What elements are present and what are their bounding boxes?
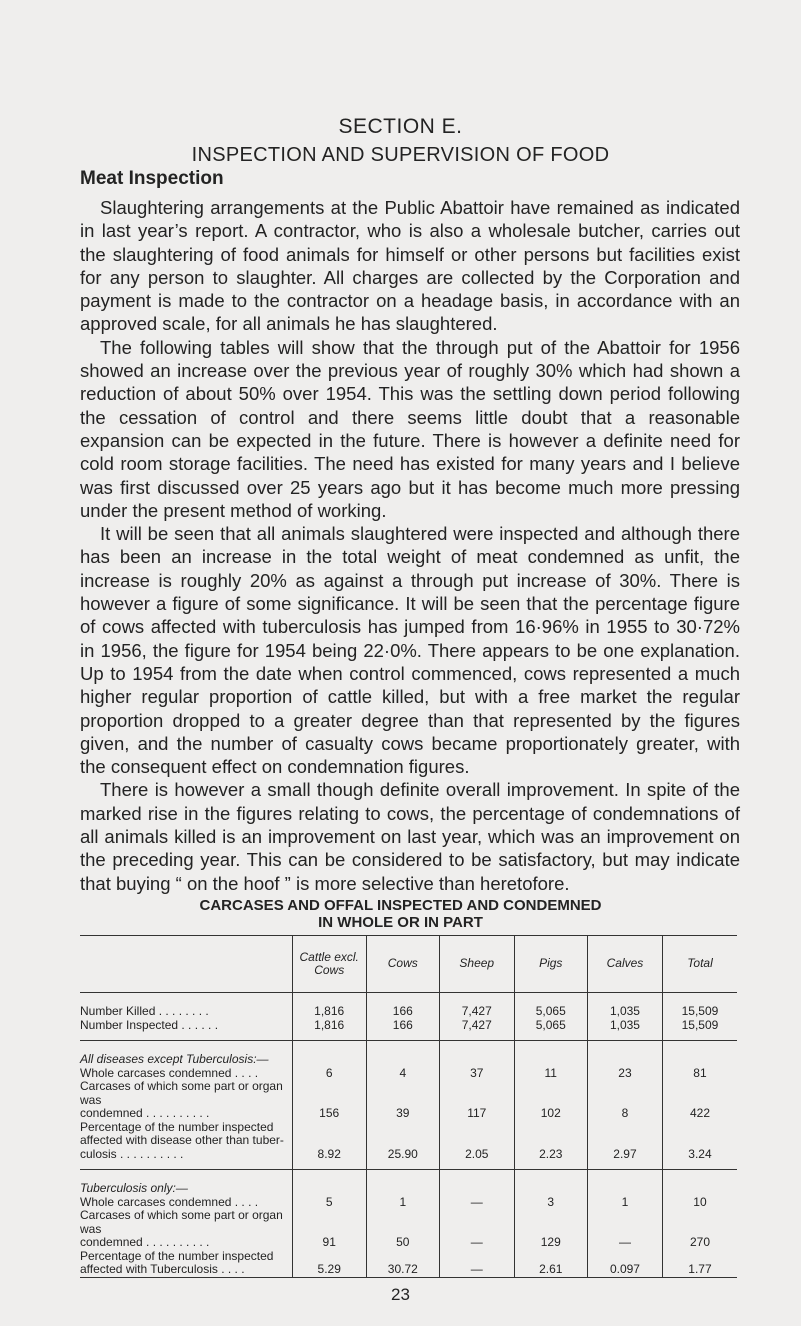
spacer-cell [440,1041,515,1054]
table-spacer [80,1161,737,1170]
spacer-cell [366,1032,439,1041]
row-value [440,1250,515,1278]
value-text: 50 [396,1235,410,1249]
table-spacer [80,1032,737,1041]
row-value [514,1067,587,1081]
row-label: Number Inspected . . . . . . [80,1017,219,1032]
value-text: 23 [618,1065,632,1080]
value-text: 7,427 [461,1017,492,1032]
header-blank [80,936,292,993]
value-text: 1 [621,1194,629,1209]
empty-cell [440,1182,515,1196]
value-text: 37 [470,1065,484,1080]
spacer-cell [292,1041,366,1054]
row-value [587,1067,662,1081]
row-value [366,1080,439,1121]
value-text: 102 [540,1106,561,1120]
value-text: 1 [399,1194,407,1209]
table-row [80,1005,737,1019]
row-value [514,1209,587,1250]
table-group-title: Tuberculosis only:— [80,1181,188,1195]
value-text: 39 [396,1106,410,1120]
row-label-line: affected with Tuberculosis . . . . [80,1262,245,1276]
subheading-meat-inspection: Meat Inspection [80,168,224,189]
spacer-cell [80,1032,292,1041]
spacer-cell [662,1161,737,1170]
row-label-line: condemned . . . . . . . . . . [80,1235,210,1249]
table-row [80,1019,737,1033]
row-value [662,1121,737,1162]
row-label-line: affected with disease other than tuber- [80,1133,284,1147]
table-row [80,1196,737,1210]
value-text: 0.097 [609,1262,640,1276]
row-value [514,1019,587,1033]
table-title [0,897,801,931]
value-text: 15,509 [681,1004,719,1018]
value-text: 4 [399,1065,407,1080]
spacer-cell [662,1170,737,1183]
row-value [440,1005,515,1019]
value-text: 5 [325,1194,333,1209]
value-text: 91 [322,1235,336,1249]
header-cattle: Cattle excl. Cows [292,936,366,993]
value-text: 3.24 [688,1146,712,1161]
spacer-cell [440,1032,515,1041]
value-text: 422 [689,1106,710,1120]
row-value [366,1005,439,1019]
row-value [514,1196,587,1210]
spacer-cell [587,1161,662,1170]
row-value [292,1209,366,1250]
value-text: 1,035 [609,1004,640,1018]
spacer-cell [514,1161,587,1170]
header-cows: Cows [366,936,439,993]
value-text: 11 [544,1065,557,1080]
row-label-line: Carcases of which some part or organ was [80,1208,283,1236]
row-value [662,1019,737,1033]
value-text: 2.05 [465,1146,489,1161]
row-label [80,1209,292,1250]
row-label: Number Killed . . . . . . . . [80,1004,209,1018]
value-text: 166 [392,1004,413,1018]
value-text: 10 [693,1194,707,1209]
table-row [80,1067,737,1081]
row-label [80,1080,292,1121]
page-title: INSPECTION AND SUPERVISION OF FOOD [191,144,610,166]
header-pigs: Pigs [514,936,587,993]
row-value [587,1121,662,1162]
row-value [292,1005,366,1019]
row-label-line: Whole carcases condemned . . . . [80,1065,259,1080]
page-number: 23 [391,1285,410,1304]
value-text: 5,065 [535,1017,566,1032]
empty-cell [292,1053,366,1067]
spacer-cell [292,1161,366,1170]
row-value [292,1019,366,1033]
table-row [80,1080,737,1121]
spacer-cell [662,1041,737,1054]
table-group-title-row [80,1182,737,1196]
row-value [662,1080,737,1121]
row-value [292,1196,366,1210]
row-value [514,1250,587,1278]
value-text: 2.61 [539,1262,563,1276]
row-value [587,1250,662,1278]
spacer-cell [80,1161,292,1170]
value-text: 166 [392,1017,413,1032]
value-text: 30.72 [387,1262,418,1276]
spacer-cell [514,1032,587,1041]
row-label-line: culosis . . . . . . . . . . [80,1146,184,1161]
body-text [80,196,740,895]
inspection-table [80,935,737,1278]
row-value [514,1121,587,1162]
row-label-line: Percentage of the number inspected [80,1119,274,1134]
value-text: 1,816 [314,1004,345,1018]
section-title: SECTION E. [338,115,463,138]
paragraph: There is however a small though definite overall improvement. In spite of the marked rise in the figures relating to cows, the percentage of condemnations of all animals killed is an improvement on last year, which was an improvement on the preceding year. This can be considered to be satisfactory, but may indicate that buying “ on the hoof ” is more selective than heretofore. [80,779,740,894]
spacer-cell [587,1032,662,1041]
table-row [80,1250,737,1278]
row-value [366,1121,439,1162]
empty-cell [366,1182,439,1196]
row-value [587,1080,662,1121]
row-value [366,1196,439,1210]
empty-cell [587,1182,662,1196]
value-text: — [470,1194,483,1209]
value-text: 270 [689,1235,710,1249]
value-text: 3 [547,1194,555,1209]
header-calves: Calves [587,936,662,993]
empty-cell [662,1053,737,1067]
value-text: 1,035 [609,1017,640,1032]
empty-cell [366,1053,439,1067]
value-text: 156 [319,1106,340,1120]
value-text: — [470,1262,483,1276]
row-value [292,1067,366,1081]
row-value [587,1209,662,1250]
table-title-line-1: CARCASES AND OFFAL INSPECTED AND CONDEMNED [199,897,602,914]
value-text: 117 [467,1106,487,1120]
row-value [440,1196,515,1210]
empty-cell [587,1053,662,1067]
spacer-cell [292,1170,366,1183]
spacer-cell [440,1170,515,1183]
row-label-line: condemned . . . . . . . . . . [80,1106,210,1120]
row-value [292,1250,366,1278]
row-value [587,1005,662,1019]
value-text: 129 [540,1235,561,1249]
row-value [440,1121,515,1162]
value-text: 2.23 [539,1146,563,1161]
row-value [440,1080,515,1121]
row-label [80,1196,292,1210]
value-text: — [618,1235,631,1249]
empty-cell [514,1182,587,1196]
row-value [366,1250,439,1278]
value-text: 1.77 [688,1262,712,1276]
row-label-line: Whole carcases condemned . . . . [80,1194,259,1209]
spacer-cell [292,1032,366,1041]
row-value [662,1209,737,1250]
row-value [662,1196,737,1210]
table-header-row [80,936,737,993]
empty-cell [440,1053,515,1067]
row-value [514,1005,587,1019]
spacer-cell [587,1170,662,1183]
row-value [366,1019,439,1033]
table-body [80,993,737,1278]
value-text: 15,509 [681,1017,719,1032]
row-value [662,1005,737,1019]
table-group-title-row [80,1053,737,1067]
value-text: — [470,1235,483,1249]
row-label [80,1250,292,1278]
empty-cell [514,1053,587,1067]
paragraph: It will be seen that all animals slaughtered were inspected and although there has been an increase in the total weight of meat condemned as unfit, the increase is roughly 20% as against a through put increase of 30%. There is however a figure of some significance. It will be seen that the percentage figure of cows affected with tuberculosis has jumped from 16·96% in 1955 to 30·72% in 1956, the figure for 1954 being 22·0%. There appears to be one explanation. Up to 1954 from the date when control commenced, cows represented a much higher regular proportion of cattle killed, but with a free market the regular proportion dropped to a greater degree than that represented by the figures given, and the number of casualty cows became proportionately greater, with the consequent effect on condemnation figures. [80,523,740,778]
row-value [366,1209,439,1250]
table-group-title: All diseases except Tuberculosis:— [80,1052,269,1066]
value-text: 1,816 [314,1017,345,1032]
header-sheep: Sheep [440,936,515,993]
spacer-cell [662,1032,737,1041]
empty-cell [292,1182,366,1196]
header-total: Total [662,936,737,993]
table-row [80,1121,737,1162]
value-text: 5.29 [317,1262,341,1276]
row-value [366,1067,439,1081]
row-value [662,1067,737,1081]
spacer-cell [514,1041,587,1054]
empty-cell [662,1182,737,1196]
paragraph: The following tables will show that the through put of the Abattoir for 1956 showed an increase over the previous year of roughly 30% which had shown a reduction of about 50% over 1954. This was the settling down period following the cessation of control and there seems little doubt that a reasonable expansion can be expected in the future. There is however a definite need for cold room storage facilities. The need has existed for many years and I believe was first discussed over 25 years ago but it has become much more pressing under the present method of working. [80,336,740,521]
value-text: 2.97 [613,1146,637,1161]
value-text: 25.90 [387,1146,418,1161]
spacer-cell [366,1170,439,1183]
row-label [80,1067,292,1081]
row-value [440,1209,515,1250]
table-row [80,1209,737,1250]
row-value [292,1121,366,1162]
spacer-cell [440,1161,515,1170]
value-text: 8 [621,1106,629,1120]
row-value [587,1196,662,1210]
row-label [80,1121,292,1162]
row-value [440,1019,515,1033]
row-label-line: Percentage of the number inspected [80,1248,274,1263]
row-value [514,1080,587,1121]
value-text: 7,427 [461,1004,492,1018]
spacer-cell [587,1041,662,1054]
spacer-cell [514,1170,587,1183]
row-value [662,1250,737,1278]
value-text: 5,065 [535,1004,566,1018]
spacer-cell [366,1161,439,1170]
row-value [292,1080,366,1121]
paragraph: Slaughtering arrangements at the Public Abattoir have remained as indicated in last year’s report. A contractor, who is also a wholesale butcher, carries out the slaughtering of food animals for himself or other persons but facilities exist for any person to slaughter. All charges are collected by the Corporation and payment is made to the contractor on a headage basis, in accordance with an approved scale, for all animals he has slaughtered. [80,197,740,335]
value-text: 81 [693,1065,707,1080]
row-value [440,1067,515,1081]
spacer-cell [366,1041,439,1054]
row-value [587,1019,662,1033]
value-text: 8.92 [317,1146,341,1161]
value-text: 6 [325,1065,333,1080]
table-title-line-2: IN WHOLE OR IN PART [318,914,483,931]
row-label-line: Carcases of which some part or organ was [80,1079,283,1107]
